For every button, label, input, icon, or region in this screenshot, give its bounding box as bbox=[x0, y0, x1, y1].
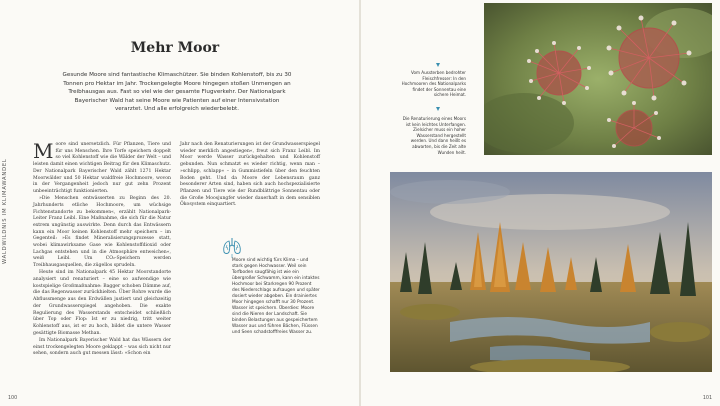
body-paragraph: Jahr nach den Renaturierungen ist der Grundwasserspiegel wieder merklich angestiegen«, freut sich Franz Leibl. Im Moor werde Wasser zurückgehalten und Kohlenstoff gebunden. Nun schmatzt es wieder richtig, wenn man – »schlipp, schlapp« – in Gummistiefeln über den feuchten Boden geht. Und da Moore der Lebensraum ganz besonderer Arten sind, haben sich auch hochspezialisierte Pflanzen und Tiere wie der Rundblättrige Sonnentau oder die Große Moosjungfer wieder dauerhaft in dem sensiblen Ökosystem einquartiert. bbox=[180, 142, 320, 208]
body-paragraph: Heute sind im Nationalpark 45 Hektar Moorstandorte analysiert und renaturiert – eine so aufwendige wie kostspielige Großmaßnahme: Bagger schoben Dämme auf, die das Regenwasser zurückhielten. Über Rohre wurde die Abflussmenge aus den Erdwällen justiert und gleichzeitig der Grundwasserspiegel angehoben. Die exakte Regulierung des Wasserstands entscheidet schließlich über Top oder Flop: Ist er zu niedrig, tritt weiter Kohlenstoff aus, ist er zu hoch, bildet die untere Wasser gesättigte Biomasse Methan. bbox=[33, 270, 171, 336]
moor-landscape-illustration bbox=[390, 172, 712, 372]
body-column-1 bbox=[33, 139, 171, 359]
page-number-left: 100 bbox=[8, 396, 18, 401]
body-text: oore sind unersetzlich. Für Pflanzen, Tiere und für uns Menschen. Ihre Torfe speichern doppelt so viel Kohlenstoff wie die Wälder der Welt – und leisten damit einen wichtigen Beitrag für den Klimaschutz. Der Nationalpark Bayerischer Wald zählt 1271 Hektar Moorwälder und 50 Hektar waldfreie Hochmoore, wovon in der Vergangenheit jedoch nur gut zehn Prozent unbeeinträchtigt funktionierten. bbox=[33, 142, 171, 194]
article-title: Mehr Moor bbox=[130, 40, 220, 56]
sidebar-text: Moore sind wichtig fürs Klima – und stark gegen Hochwasser. Weil sein Torfboden saugfähig ist wie ein übergroßer Schwamm, kann ein intaktes Hochmoor bei Starkregen 90 Prozent des Niederschlags aufsaugen und später dosiert wieder abgeben. Ein drainiertes Moor hingegen schafft nur 30 Prozent. Wasser ist speichern. Überdies: Moore sind die Nieren der Landschaft. Sie binden Belastungen aus gespeichertem Wasser aus und führen Bächen, Flüssen und Seen schadstofffreies Wasser zu. bbox=[232, 258, 320, 335]
section-side-label: WALDWILDNIS IM KLIMAWANDEL bbox=[2, 158, 8, 264]
body-paragraph: »Die Menschen entwässerten zu Beginn des 20. Jahrhunderts etliche Hochmoore, um wüchsige Fichtenstandorte zu bekommen«, erzählt Nationalpark-Leiter Franz Leibl. Eine Maßnahme, die sich für die Natur extrem ungünstig auswirkte. Denn durch das Entwässern kann ein Moor keinen Kohlenstoff mehr speichern – im Gegenteil: »Es findet Mineralisierungsprozesse statt, wobei klimawirksame Gase wie Kohlenstoffdioxid oder Lachgas entstehen und in die Atmosphäre entweichen«, weiß Leibl. Um CO₂-Speichern werden Treibhausgasquellen, die zügellos sprudeln. bbox=[33, 196, 171, 269]
lungs-icon bbox=[221, 236, 243, 258]
photo-caption-moor: Die Renaturierung eines Moors ist kein leichtes Unterfangen. Zielsicher muss ein hoher Wasserstand hergestellt werden. Und dann heißt es abwarten, bis die Zeit alte Wunden heilt. bbox=[402, 116, 466, 155]
sundew-illustration bbox=[484, 3, 712, 155]
moor-landscape-photo bbox=[390, 172, 712, 372]
photo-caption-sundew: Vom Aussterben bedrohter Fleischfresser: In den Hochmooren des Nationalparks findet der Sonnentau eine sichere Heimat. bbox=[401, 70, 466, 98]
sundew-photo bbox=[484, 3, 712, 155]
drop-cap: M bbox=[33, 139, 54, 163]
left-page bbox=[0, 0, 359, 406]
article-lead: Gesunde Moore sind fantastische Klimaschützer. Sie binden Kohlenstoff, bis zu 30 Tonnen pro Hektar im Jahr. Trockengelegte Moore hingegen stoßen Unmengen an Treibhausgas aus. Fast so viel wie der gesamte Flugverkehr. Der Nationalpark Bayerischer Wald hat seine Moore wie Patienten auf einer Intensivstation verarztet. Und alle erfolgreich wiederbelebt. bbox=[62, 72, 292, 113]
body-paragraph bbox=[33, 139, 171, 196]
caption-marker-down-icon bbox=[436, 63, 440, 67]
page-number-right: 101 bbox=[702, 396, 712, 401]
body-paragraph: Im Nationalpark Bayerischer Wald hat das Wässern der einst trockengelegten Moore geklappt – was sich nicht nur sehen, sondern auch gut messen lässt: »Schon ein bbox=[33, 337, 171, 357]
body-column-2 bbox=[180, 142, 320, 210]
caption-marker-down-icon bbox=[436, 107, 440, 111]
